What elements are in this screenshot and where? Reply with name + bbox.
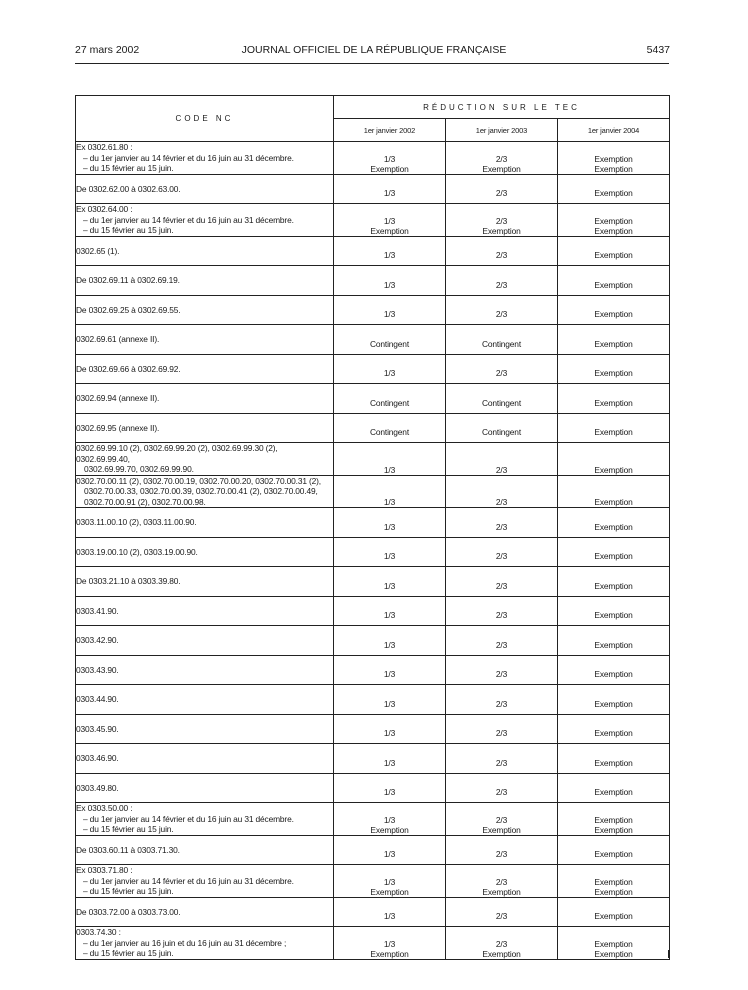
reduction-value: Exemption [594, 338, 633, 349]
reduction-value: Exemption [594, 876, 633, 887]
reduction-value: 1/3 [383, 911, 396, 921]
table-row [76, 204, 670, 237]
nc-code-line: 0303.42.90. [76, 635, 119, 645]
reduction-value: Exemption [594, 279, 633, 290]
reduction-y2002-cell [334, 655, 446, 685]
reduction-y2003-cell [446, 266, 558, 296]
reduction-value: 2/3 [495, 521, 508, 532]
nc-code-line: 0303.43.90. [76, 664, 119, 675]
reduction-value: 1/3 [383, 849, 396, 859]
reduction-y2003-cell [446, 655, 558, 685]
reduction-value: 2/3 [495, 497, 508, 507]
reduction-y2002-cell [334, 236, 446, 266]
reduction-value: Exemption [594, 787, 633, 797]
reduction-value: 2/3 [495, 250, 508, 260]
reduction-value: 1/3 [383, 497, 396, 507]
reduction-y2004-cell [558, 714, 670, 744]
table-row [76, 685, 670, 715]
reduction-y2003-cell [446, 803, 558, 836]
nc-code-cell [76, 475, 334, 508]
reduction-value: Exemption [594, 188, 633, 198]
reduction-y2004-cell [558, 508, 670, 538]
reduction-y2004-cell [558, 803, 670, 836]
reduction-y2003-cell [446, 354, 558, 384]
nc-code-cell [76, 384, 334, 414]
nc-code-line: De 0303.21.10 à 0303.39.80. [76, 576, 181, 586]
reduction-value: Exemption [482, 225, 521, 236]
reduction-value: 2/3 [495, 757, 508, 768]
reduction-value: 2/3 [495, 849, 508, 859]
reduction-value: 2/3 [495, 787, 508, 797]
reduction-y2002-cell [334, 835, 446, 865]
reduction-value: 1/3 [383, 669, 396, 679]
table-row [76, 443, 670, 476]
table-row [76, 325, 670, 355]
reduction-value: 2/3 [495, 728, 508, 738]
reduction-y2002-cell [334, 714, 446, 744]
reduction-y2004-cell [558, 773, 670, 803]
reduction-y2004-cell [558, 655, 670, 685]
reduction-y2002-cell [334, 744, 446, 774]
reduction-value: Exemption [594, 849, 633, 859]
reduction-value: 1/3 [383, 610, 396, 620]
reduction-value: Exemption [594, 215, 633, 226]
reduction-value: 1/3 [383, 580, 396, 591]
nc-code-line: 0302.69.95 (annexe II). [76, 422, 160, 433]
table-row [76, 897, 670, 927]
nc-code-cell [76, 204, 334, 237]
reduction-value: 2/3 [495, 876, 508, 887]
reduction-y2003-cell [446, 714, 558, 744]
page-number: 5437 [646, 44, 670, 56]
nc-code-cell [76, 325, 334, 355]
reduction-value: 1/3 [383, 814, 396, 825]
reduction-y2002-cell [334, 567, 446, 597]
reduction-value: 1/3 [383, 639, 396, 650]
reduction-y2002-cell [334, 354, 446, 384]
reduction-value: Exemption [594, 698, 633, 709]
reduction-value: 1/3 [383, 464, 396, 475]
reduction-y2003-cell [446, 443, 558, 476]
reduction-value: Exemption [594, 728, 633, 738]
reduction-y2003-cell [446, 744, 558, 774]
nc-code-line: De 0303.72.00 à 0303.73.00. [76, 906, 181, 917]
reduction-y2003-cell [446, 475, 558, 508]
reduction-y2002-cell [334, 174, 446, 204]
nc-code-cell [76, 773, 334, 803]
nc-code-line: 0303.19.00.10 (2), 0303.19.00.90. [76, 546, 198, 557]
reduction-value: Exemption [594, 497, 633, 507]
reduction-value: 2/3 [495, 938, 508, 949]
reduction-y2004-cell [558, 413, 670, 443]
reduction-value: 2/3 [495, 911, 508, 921]
reduction-y2004-cell [558, 204, 670, 237]
nc-code-line: De 0302.69.66 à 0302.69.92. [76, 363, 181, 374]
reduction-value: 1/3 [383, 938, 396, 949]
reduction-value: Exemption [370, 948, 409, 959]
reduction-y2002-cell [334, 897, 446, 927]
table-row [76, 384, 670, 414]
reduction-value: Exemption [594, 153, 633, 164]
nc-code-cell [76, 413, 334, 443]
reduction-value: 2/3 [495, 215, 508, 226]
reduction-value: Exemption [482, 886, 521, 897]
reduction-value: Exemption [594, 948, 633, 959]
reduction-y2002-cell [334, 803, 446, 836]
reduction-y2003-cell [446, 384, 558, 414]
reduction-value: Exemption [482, 824, 521, 835]
reduction-y2004-cell [558, 325, 670, 355]
reduction-value: Exemption [482, 948, 521, 959]
reduction-y2004-cell [558, 174, 670, 204]
table-row [76, 413, 670, 443]
reduction-value: 1/3 [383, 279, 396, 290]
reduction-value: Exemption [594, 580, 633, 591]
nc-code-subline: – du 15 février au 15 juin. [83, 163, 174, 173]
table-row [76, 714, 670, 744]
reduction-value: Exemption [370, 886, 409, 897]
reduction-value: 2/3 [495, 279, 508, 290]
reduction-value: Exemption [594, 814, 633, 825]
reduction-value: Exemption [370, 225, 409, 236]
nc-code-subline: – du 1er janvier au 14 février et du 16 juin au 31 décembre. [83, 875, 294, 886]
nc-code-cell [76, 685, 334, 715]
nc-code-cell [76, 295, 334, 325]
reduction-y2002-cell [334, 685, 446, 715]
table-row [76, 142, 670, 175]
nc-code-line: 0303.44.90. [76, 694, 119, 704]
reduction-value: Exemption [594, 309, 633, 319]
nc-code-cell [76, 714, 334, 744]
reduction-y2004-cell [558, 475, 670, 508]
reduction-value: Exemption [594, 464, 633, 475]
nc-code-subline: – du 1er janvier au 14 février et du 16 juin au 31 décembre. [83, 214, 294, 225]
reduction-value: Exemption [594, 938, 633, 949]
reduction-value: 2/3 [495, 551, 508, 561]
reduction-y2004-cell [558, 897, 670, 927]
reduction-value: 1/3 [383, 698, 396, 709]
nc-code-subline: 0302.70.00.91 (2), 0302.70.00.98. [84, 496, 206, 507]
reduction-value: Exemption [482, 163, 521, 174]
nc-code-cell [76, 835, 334, 865]
reduction-y2002-cell [334, 325, 446, 355]
nc-code-line: 0303.45.90. [76, 723, 119, 734]
table-row [76, 773, 670, 803]
reduction-y2003-cell [446, 236, 558, 266]
nc-code-line: 0302.69.99.10 (2), 0302.69.99.20 (2), 0302.69.99.30 (2), 0302.69.99.40, [76, 443, 278, 464]
reduction-y2003-cell [446, 773, 558, 803]
reduction-y2002-cell [334, 295, 446, 325]
reduction-y2003-cell [446, 596, 558, 626]
nc-code-subline: – du 1er janvier au 14 février et du 16 juin au 31 décembre. [83, 152, 294, 163]
nc-code-cell [76, 236, 334, 266]
reduction-value: Exemption [594, 427, 633, 437]
reduction-value: 2/3 [495, 368, 508, 378]
reduction-value: Exemption [594, 163, 633, 174]
reduction-y2002-cell [334, 537, 446, 567]
reduction-y2002-cell [334, 475, 446, 508]
reduction-y2002-cell [334, 266, 446, 296]
reduction-y2003-cell [446, 142, 558, 175]
reduction-y2003-cell [446, 174, 558, 204]
header-date: 27 mars 2002 [75, 44, 140, 56]
nc-code-cell [76, 803, 334, 836]
tariff-table [75, 95, 670, 960]
reduction-value: 2/3 [495, 188, 508, 198]
nc-code-cell [76, 744, 334, 774]
table-row [76, 596, 670, 626]
reduction-value: Contingent [481, 338, 521, 349]
nc-code-cell [76, 266, 334, 296]
nc-code-subline: 0302.70.00.33, 0302.70.00.39, 0302.70.00.41 (2), 0302.70.00.49, [84, 486, 318, 496]
table-continuation [75, 950, 669, 958]
reduction-value: Contingent [369, 397, 409, 408]
reduction-y2003-cell [446, 325, 558, 355]
nc-code-line: 0302.65 (1). [76, 245, 120, 256]
table-row [76, 295, 670, 325]
header-rule [75, 63, 669, 64]
reduction-value: 1/3 [383, 728, 396, 738]
code-nc-header: CODE NC [76, 96, 334, 142]
reduction-value: 1/3 [383, 215, 396, 226]
table-row [76, 865, 670, 898]
reduction-y2002-cell [334, 142, 446, 175]
nc-code-cell [76, 508, 334, 538]
nc-code-cell [76, 174, 334, 204]
reduction-y2003-cell [446, 567, 558, 597]
reduction-y2003-cell [446, 865, 558, 898]
reduction-value: Exemption [594, 757, 633, 768]
nc-code-line: De 0302.69.11 à 0302.69.19. [76, 275, 180, 285]
reduction-y2004-cell [558, 567, 670, 597]
reduction-value: Exemption [594, 669, 633, 679]
reduction-value: Exemption [594, 250, 633, 260]
table-row [76, 567, 670, 597]
reduction-value: Contingent [481, 397, 521, 408]
nc-code-line: 0302.69.61 (annexe II). [76, 334, 160, 344]
nc-code-subline: – du 15 février au 15 juin. [83, 225, 174, 235]
nc-code-line: 0303.49.80. [76, 782, 119, 793]
reduction-y2004-cell [558, 685, 670, 715]
nc-code-line: 0303.11.00.10 (2), 0303.11.00.90. [76, 517, 197, 527]
nc-code-subline: 0302.69.99.70, 0302.69.99.90. [84, 464, 194, 474]
year-header-2002: 1er janvier 2002 [334, 119, 446, 142]
reduction-y2004-cell [558, 354, 670, 384]
reduction-y2002-cell [334, 508, 446, 538]
year-header-2004: 1er janvier 2004 [558, 119, 670, 142]
reduction-value: Exemption [594, 886, 633, 897]
reduction-value: 2/3 [495, 580, 508, 591]
reduction-value: 2/3 [495, 153, 508, 164]
reduction-value: 2/3 [495, 610, 508, 620]
reduction-value: 1/3 [383, 368, 396, 378]
reduction-value: Contingent [369, 338, 409, 349]
reduction-y2003-cell [446, 626, 558, 656]
nc-code-cell [76, 567, 334, 597]
reduction-value: Exemption [594, 551, 633, 561]
reduction-value: Exemption [594, 639, 633, 650]
table-row [76, 744, 670, 774]
year-header-2003: 1er janvier 2003 [446, 119, 558, 142]
nc-code-line: 0303.46.90. [76, 753, 119, 763]
reduction-y2004-cell [558, 626, 670, 656]
reduction-value: Exemption [370, 163, 409, 174]
table-row [76, 475, 670, 508]
table-row [76, 174, 670, 204]
nc-code-line: De 0302.62.00 à 0302.63.00. [76, 183, 181, 194]
nc-code-cell [76, 865, 334, 898]
reduction-value: 2/3 [495, 309, 508, 319]
reduction-value: 1/3 [383, 521, 396, 532]
reduction-y2004-cell [558, 744, 670, 774]
reduction-y2003-cell [446, 295, 558, 325]
table-body [76, 142, 670, 960]
reduction-y2004-cell [558, 596, 670, 626]
reduction-value: Exemption [594, 368, 633, 378]
nc-code-subline: – du 1er janvier au 16 juin et du 16 juin au 31 décembre ; [83, 937, 287, 948]
reduction-y2002-cell [334, 443, 446, 476]
reduction-value: 1/3 [383, 876, 396, 887]
nc-code-line: Ex 0302.64.00 : [76, 204, 133, 214]
nc-code-cell [76, 596, 334, 626]
journal-title: JOURNAL OFFICIEL DE LA RÉPUBLIQUE FRANÇAISE [241, 44, 507, 56]
nc-code-cell [76, 626, 334, 656]
reduction-y2002-cell [334, 626, 446, 656]
nc-code-line: De 0303.60.11 à 0303.71.30. [76, 844, 180, 855]
table-row [76, 626, 670, 656]
reduction-y2002-cell [334, 204, 446, 237]
reduction-value: 1/3 [383, 309, 396, 319]
reduction-value: 1/3 [383, 250, 396, 260]
reduction-value: 1/3 [383, 757, 396, 768]
reduction-y2002-cell [334, 596, 446, 626]
reduction-y2003-cell [446, 537, 558, 567]
reduction-value: 2/3 [495, 464, 508, 475]
reduction-value: Exemption [594, 225, 633, 236]
nc-code-subline: – du 1er janvier au 14 février et du 16 juin au 31 décembre. [83, 813, 294, 824]
reduction-value: 2/3 [495, 639, 508, 650]
nc-code-line: Ex 0303.50.00 : [76, 803, 133, 813]
reduction-y2003-cell [446, 835, 558, 865]
table-row [76, 508, 670, 538]
reduction-y2003-cell [446, 204, 558, 237]
table-row [76, 236, 670, 266]
nc-code-line: 0303.41.90. [76, 605, 119, 616]
reduction-value: Exemption [594, 824, 633, 835]
nc-code-cell [76, 443, 334, 476]
reduction-y2003-cell [446, 897, 558, 927]
reduction-value: 1/3 [383, 787, 396, 797]
reduction-value: 1/3 [383, 551, 396, 561]
reduction-y2004-cell [558, 295, 670, 325]
reduction-value: Exemption [594, 397, 633, 408]
reduction-y2002-cell [334, 865, 446, 898]
reduction-y2003-cell [446, 685, 558, 715]
nc-code-subline: – du 15 février au 15 juin. [83, 948, 174, 958]
nc-code-line: Ex 0302.61.80 : [76, 142, 133, 152]
reduction-value: Exemption [594, 911, 633, 921]
reduction-value: 2/3 [495, 669, 508, 679]
table-row [76, 835, 670, 865]
table-row [76, 537, 670, 567]
nc-code-line: 0302.70.00.11 (2), 0302.70.00.19, 0302.70.00.20, 0302.70.00.31 (2), [76, 475, 321, 486]
nc-code-cell [76, 897, 334, 927]
nc-code-cell [76, 655, 334, 685]
nc-code-cell [76, 537, 334, 567]
table-row [76, 354, 670, 384]
reduction-y2004-cell [558, 835, 670, 865]
reduction-y2004-cell [558, 384, 670, 414]
reduction-header: RÉDUCTION SUR LE TEC [334, 96, 670, 119]
nc-code-subline: – du 15 février au 15 juin. [83, 824, 174, 834]
table-row [76, 266, 670, 296]
reduction-y2003-cell [446, 508, 558, 538]
reduction-value: Contingent [369, 427, 409, 437]
reduction-value: 2/3 [495, 814, 508, 825]
reduction-value: 1/3 [383, 153, 396, 164]
nc-code-cell [76, 354, 334, 384]
table-row [76, 655, 670, 685]
nc-code-subline: – du 15 février au 15 juin. [83, 886, 174, 896]
reduction-value: 2/3 [495, 698, 508, 709]
reduction-value: Exemption [594, 610, 633, 620]
reduction-value: Exemption [370, 824, 409, 835]
reduction-value: Contingent [481, 427, 521, 437]
reduction-y2004-cell [558, 236, 670, 266]
table-row [76, 803, 670, 836]
reduction-y2002-cell [334, 773, 446, 803]
reduction-y2004-cell [558, 537, 670, 567]
nc-code-line: 0302.69.94 (annexe II). [76, 393, 160, 403]
reduction-y2004-cell [558, 266, 670, 296]
nc-code-line: Ex 0303.71.80 : [76, 865, 133, 875]
reduction-y2004-cell [558, 443, 670, 476]
reduction-value: Exemption [594, 521, 633, 532]
nc-code-line: 0303.74.30 : [76, 927, 121, 937]
reduction-y2004-cell [558, 142, 670, 175]
reduction-value: 1/3 [383, 188, 396, 198]
reduction-y2002-cell [334, 384, 446, 414]
reduction-y2002-cell [334, 413, 446, 443]
nc-code-cell [76, 142, 334, 175]
reduction-y2004-cell [558, 865, 670, 898]
reduction-y2003-cell [446, 413, 558, 443]
nc-code-line: De 0302.69.25 à 0302.69.55. [76, 304, 181, 315]
